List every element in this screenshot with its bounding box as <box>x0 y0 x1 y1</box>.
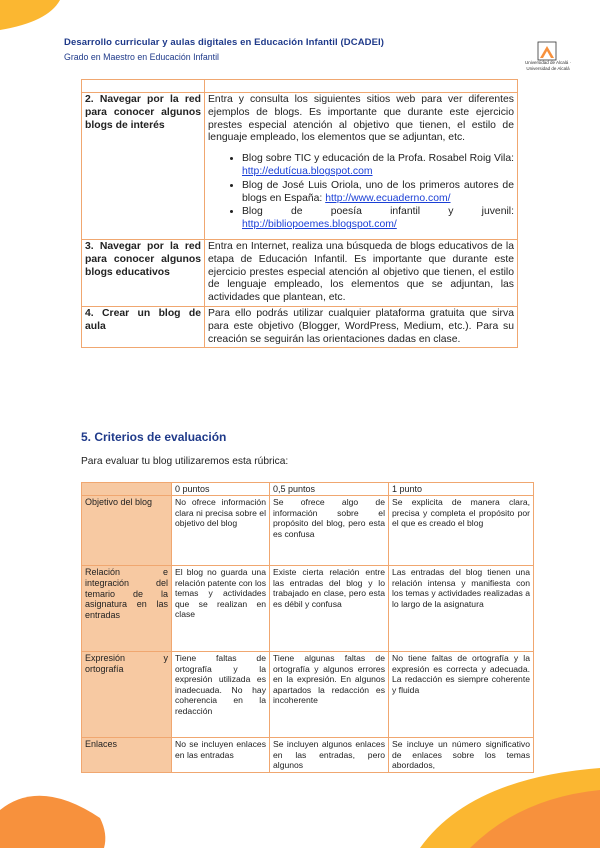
score-cell: Se explicita de manera clara, precisa y completa el propósito por el que es creado el blog <box>389 496 534 566</box>
list-item <box>242 180 514 206</box>
activity-text: Entra y consulta los siguientes sitios web para ver diferentes ejemplos de blogs. Es importante que durante este ejercicio prestes especial atención al objetivo que tienen, el estilo de lenguaje empleado, los elementos que se adjuntan, etc. <box>208 94 514 144</box>
blog-list <box>208 153 514 232</box>
list-item-text: Blog de poesía infantil y juvenil: <box>242 206 514 218</box>
corner-decoration-bottom-right <box>410 768 600 848</box>
link-ecuaderno[interactable]: http://www.ecuaderno.com/ <box>325 192 451 204</box>
table-row <box>82 80 518 93</box>
activities-table <box>81 79 518 348</box>
table-row <box>82 93 518 240</box>
score-cell: Tiene algunas faltas de ortografía y algunos errores en la expresión. En algunos apartados la redacción es incoherente <box>270 652 389 738</box>
header-title: Desarrollo curricular y aulas digitales en Educación Infantil (DCADEI) <box>64 37 385 48</box>
table-header-row <box>82 483 534 496</box>
activity-title: 3. Navegar por la red para conocer algunos blogs educativos <box>82 239 205 306</box>
list-item-text: Blog sobre TIC y educación de la Profa. Rosabel Roig Vila: <box>242 153 514 165</box>
section-intro: Para evaluar tu blog utilizaremos esta rúbrica: <box>81 456 289 467</box>
score-cell: No ofrece información clara ni precisa sobre el objetivo del blog <box>172 496 270 566</box>
corner-decoration-top <box>0 0 90 36</box>
table-row <box>82 652 534 738</box>
criterion-cell: Relación e integración del temario de la asignatura en las entradas <box>82 566 172 652</box>
table-row <box>82 306 518 347</box>
score-cell: Tiene faltas de ortografía y la expresión utilizada es inadecuada. No hay coherencia en la redacción <box>172 652 270 738</box>
column-header <box>82 483 172 496</box>
score-cell: Las entradas del blog tienen una relación intensa y manifiesta con los temas y actividades realizadas a lo largo de la asignatura <box>389 566 534 652</box>
table-cell <box>82 80 205 93</box>
activity-description <box>205 93 518 240</box>
column-header: 0,5 puntos <box>270 483 389 496</box>
criterion-cell: Objetivo del blog <box>82 496 172 566</box>
corner-decoration-bottom-left <box>0 778 110 848</box>
score-cell: No se incluyen enlaces en las entradas <box>172 738 270 773</box>
table-cell <box>205 80 518 93</box>
activity-description: Para ello podrás utilizar cualquier plataforma gratuita que sirva para este objetivo (Blogger, WordPress, Medium, etc.). Para su creación se seguirán las orientaciones dadas en clase. <box>205 306 518 347</box>
activity-title: 4. Crear un blog de aula <box>82 306 205 347</box>
criterion-cell: Enlaces <box>82 738 172 773</box>
score-cell: El blog no guarda una relación patente con los temas y actividades que se realizan en clase <box>172 566 270 652</box>
header-subtitle: Grado en Maestro en Educación Infantil <box>64 52 220 62</box>
column-header: 0 puntos <box>172 483 270 496</box>
link-eduticua[interactable]: http://edutícua.blogspot.com <box>242 165 373 177</box>
list-item-text: Blog de José Luis Oriola, uno de los primeros autores de blogs en España: <box>242 179 514 204</box>
link-bibliopoemes[interactable]: http://bibliopoemes.blogspot.com/ <box>242 219 397 231</box>
table-row <box>82 496 534 566</box>
table-row <box>82 738 534 773</box>
activity-title: 2. Navegar por la red para conocer algunos blogs de interés <box>82 93 205 240</box>
logo-caption: Universidad de Alcalá · Universidad de Alcalá <box>524 60 572 71</box>
section-heading: 5. Criterios de evaluación <box>81 430 227 444</box>
score-cell: Se incluye un número significativo de enlaces sobre los temas abordados, <box>389 738 534 773</box>
table-row <box>82 239 518 306</box>
column-header: 1 punto <box>389 483 534 496</box>
activity-description: Entra en Internet, realiza una búsqueda de blogs educativos de la etapa de Educación Infantil. Es importante que durante este ejercicio prestes especial atención al objetivo que tienen, el estilo de lenguaje empleado, los elementos que se adjuntan, las actividades que plantean, etc. <box>205 239 518 306</box>
criterion-cell: Expresión y ortografía <box>82 652 172 738</box>
list-item <box>242 153 514 179</box>
score-cell: Se ofrece algo de información sobre el propósito del blog, pero esta es confusa <box>270 496 389 566</box>
score-cell: Existe cierta relación entre las entradas del blog y lo trabajado en clase, pero esta es débil y confusa <box>270 566 389 652</box>
score-cell: Se incluyen algunos enlaces en las entradas, pero algunos <box>270 738 389 773</box>
list-item <box>242 206 514 232</box>
table-row <box>82 566 534 652</box>
score-cell: No tiene faltas de ortografía y la expresión es correcta y adecuada. La redacción es siempre coherente y fluida <box>389 652 534 738</box>
rubric-table <box>81 482 534 773</box>
